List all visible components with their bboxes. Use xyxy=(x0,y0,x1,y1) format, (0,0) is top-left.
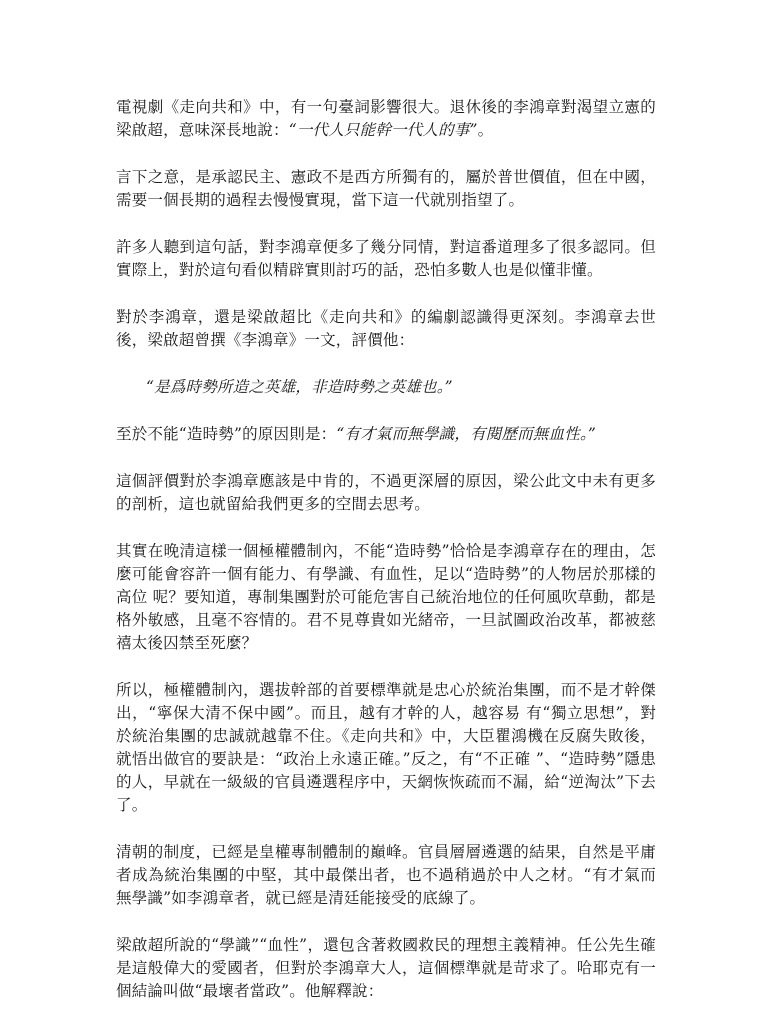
paragraph-2: 言下之意，是承認民主、憲政不是西方所獨有的，屬於普世價值，但在中國，需要一個長期的過程去慢慢實現，當下這一代就別指望了。 xyxy=(116,168,656,209)
paragraph-6-text: 至於不能“造時勢”的原因則是： xyxy=(116,425,337,443)
paragraph-9: 所以，極權體制內，選拔幹部的首要標準就是忠心於統治集團，而不是才幹傑出，“寧保大清不保中國”。而且，越有才幹的人，越容易 有“獨立思想”，對於統治集團的忠誠就越靠不住。《走向共和》中，大臣瞿鴻機在反腐失敗後，就悟出做官的要訣是：“政治上永遠正確。”反之，有“不正確 ”、“造時勢”隱患的人，早就在一級級的官員遴選程序中，天網恢恢疏而不漏，給“逆淘汰”下去了。 xyxy=(116,681,656,814)
paragraph-1-text: 電視劇《走向共和》中，有一句臺詞影響很大。退休後的李鴻章對渴望立憲的梁啟超，意味深長地說： xyxy=(116,98,656,139)
paragraph-1-quote: “一代人只能幹一代人的事” xyxy=(288,121,478,139)
paragraph-6 xyxy=(116,423,656,446)
paragraph-11: 梁啟超所說的“學識”“血性”，還包含著救國救民的理想主義精神。任公先生確是這般偉大的愛國者，但對於李鴻章大人，這個標準就是苛求了。哈耶克有一個結論叫做“最壞者當政”。他解釋說： xyxy=(116,936,656,1000)
paragraph-4: 對於李鴻章，還是梁啟超比《走向共和》的編劇認識得更深刻。李鴻章去世後，梁啟超曾撰《李鴻章》一文，評價他： xyxy=(116,308,656,349)
document-page xyxy=(116,96,656,1027)
paragraph-1 xyxy=(116,96,656,142)
paragraph-8: 其實在晚清這樣一個極權體制內，不能“造時勢”恰恰是李鴻章存在的理由，怎麼可能會容許一個有能力、有學識、有血性，足以“造時勢”的人物居於那樣的高位 呢？要知道，專制集團對於可能危害自己統治地位的任何風吹草動，都是格外敏感，且毫不容情的。君不見尊貴如光緒帝，一旦試圖政治改革，都被慈禧太後囚禁至死麼？ xyxy=(116,542,656,652)
paragraph-10: 清朝的制度，已經是皇權專制體制的巔峰。官員層層遴選的結果，自然是平庸者成為統治集團的中堅，其中最傑出者，也不過稍過於中人之材。“有才氣而無學識”如李鴻章者，就已經是清廷能接受的底線了。 xyxy=(116,843,656,907)
paragraph-1-tail: 。 xyxy=(477,121,494,139)
paragraph-3: 許多人聽到這句話，對李鴻章便多了幾分同情，對這番道理多了很多認同。但實際上，對於這句看似精辟實則討巧的話，恐怕多數人也是似懂非懂。 xyxy=(116,238,656,279)
paragraph-6-quote: “有才氣而無學識，有閱歷而無血性。” xyxy=(336,425,597,443)
block-quote: “是爲時勢所造之英雄，非造時勢之英雄也。” xyxy=(146,378,453,396)
paragraph-7: 這個評價對於李鴻章應該是中肯的，不過更深層的原因，梁公此文中未有更多的剖析，這也就留給我們更多的空間去思考。 xyxy=(116,472,656,513)
